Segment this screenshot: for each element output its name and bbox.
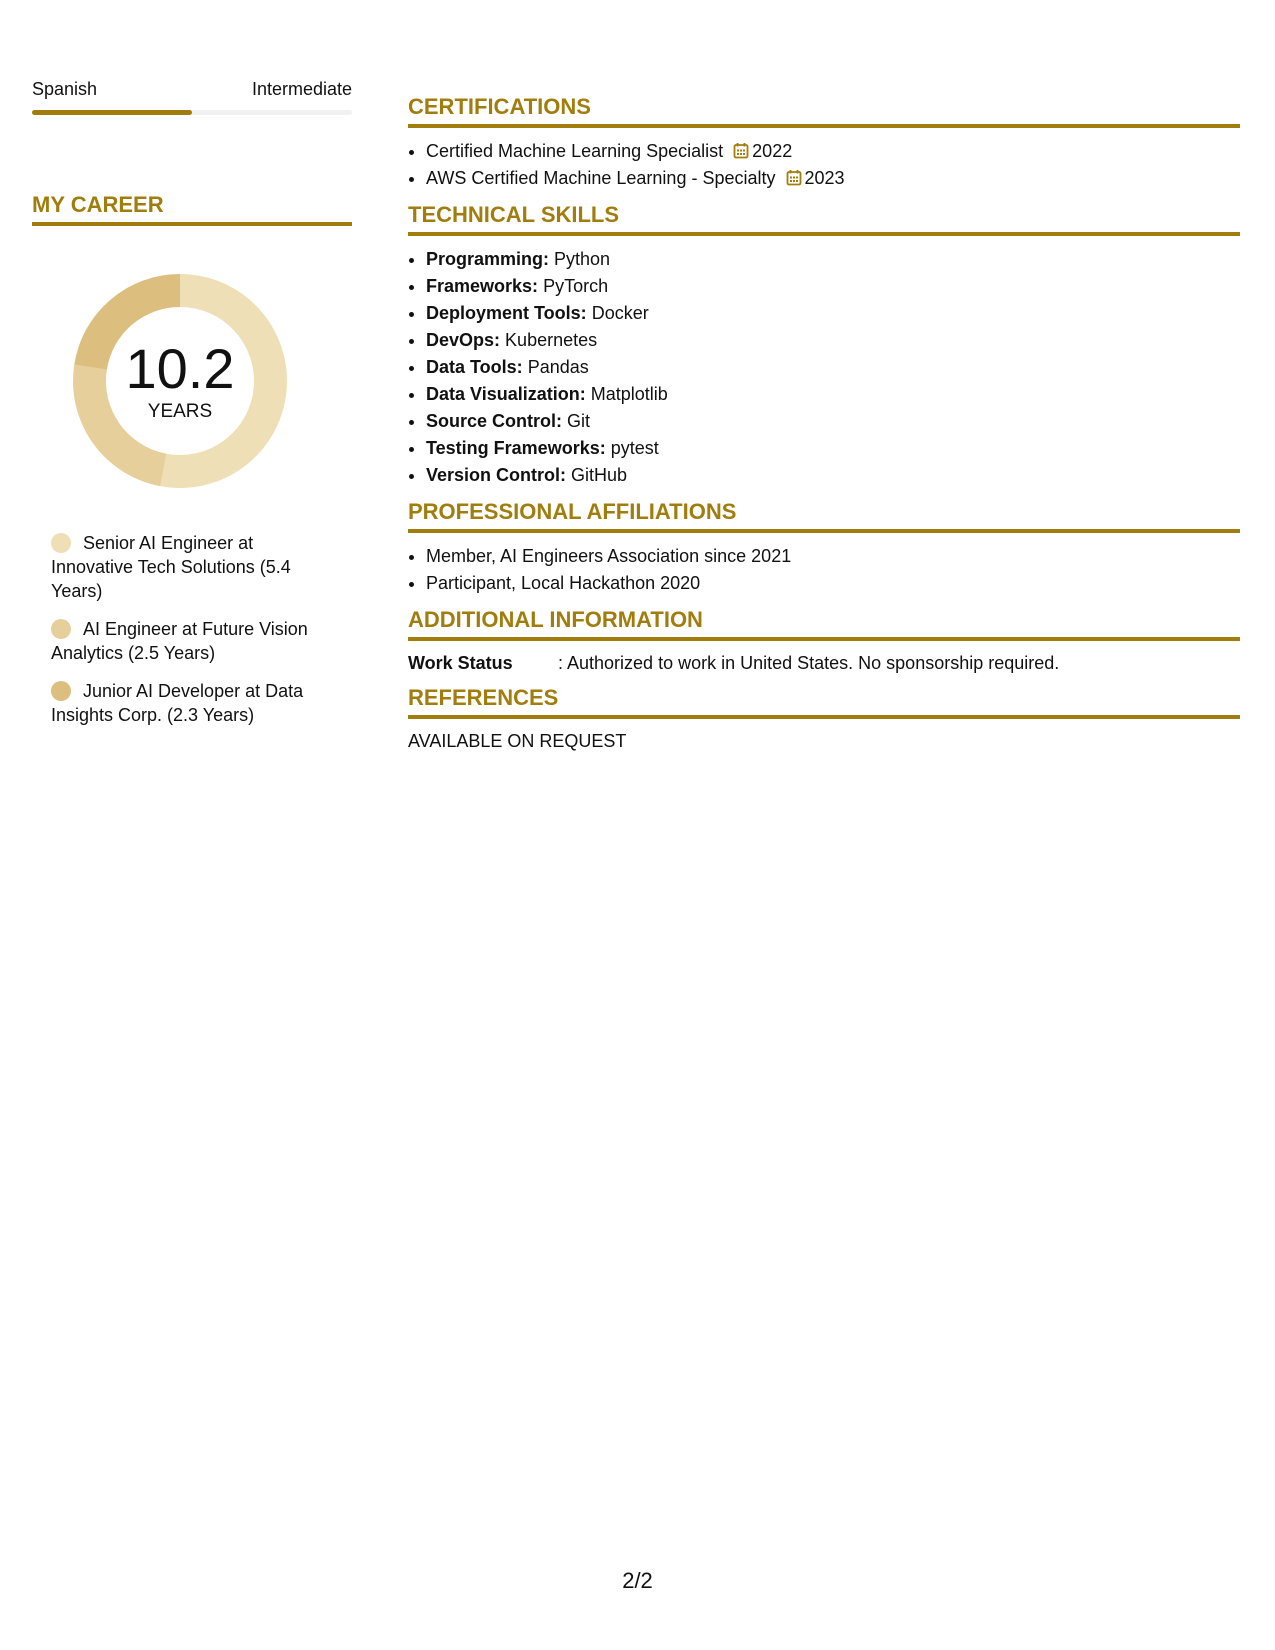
career-total-unit: YEARS <box>147 401 213 422</box>
technical-skills-section <box>408 202 1240 489</box>
legend-dot <box>51 681 71 701</box>
career-legend-item <box>51 679 321 727</box>
skill-value: Kubernetes <box>505 330 598 350</box>
certification-item <box>426 165 1240 192</box>
technical-skills-list <box>408 246 1240 489</box>
skill-item <box>426 246 1240 273</box>
work-status-row <box>408 651 1240 675</box>
legend-dot <box>51 533 71 553</box>
skill-value: Git <box>567 411 591 431</box>
career-total <box>66 339 294 423</box>
career-role-label: AI Engineer at Future Vision Analytics (2.5 Years) <box>51 619 308 663</box>
career-role-label: Senior AI Engineer at Innovative Tech Solutions (5.4 Years) <box>51 533 291 601</box>
language-level: Intermediate <box>251 79 352 99</box>
skill-value: Matplotlib <box>590 384 668 404</box>
language-proficiency-fill <box>32 110 192 115</box>
references-title: REFERENCES <box>408 685 1240 719</box>
skill-item <box>426 462 1240 489</box>
skill-item <box>426 273 1240 300</box>
work-status-label: Work Status <box>408 653 513 673</box>
skill-item <box>426 300 1240 327</box>
skill-item <box>426 327 1240 354</box>
skill-label: Frameworks: <box>426 276 539 296</box>
skill-value: GitHub <box>571 465 628 485</box>
career-section-title: MY CAREER <box>32 192 352 226</box>
career-total-value: 10.2 <box>125 337 235 400</box>
certification-name: AWS Certified Machine Learning - Specialty <box>426 168 776 188</box>
skill-item <box>426 381 1240 408</box>
career-legend-item <box>51 617 321 665</box>
skill-item <box>426 354 1240 381</box>
right-column <box>408 94 1240 763</box>
skill-label: Version Control: <box>426 465 567 485</box>
skill-value: PyTorch <box>543 276 609 296</box>
language-proficiency-bar <box>32 110 352 115</box>
skill-value: pytest <box>610 438 659 458</box>
calendar-icon <box>786 169 802 186</box>
career-legend <box>32 531 352 727</box>
references-section <box>408 685 1240 753</box>
certification-year: 2022 <box>752 141 793 161</box>
additional-info-section <box>408 607 1240 675</box>
skill-label: DevOps: <box>426 330 501 350</box>
affiliation-item: • Member, AI Engineers Association since 2021 <box>426 543 1240 570</box>
skill-label: Testing Frameworks: <box>426 438 606 458</box>
references-text: AVAILABLE ON REQUEST <box>408 731 627 751</box>
skill-value: Pandas <box>527 357 589 377</box>
language-row <box>32 78 352 100</box>
skill-label: Data Tools: <box>426 357 523 377</box>
language-name: Spanish <box>32 79 98 99</box>
career-donut-chart <box>66 267 294 495</box>
additional-info-title: ADDITIONAL INFORMATION <box>408 607 1240 641</box>
skill-label: Data Visualization: <box>426 384 586 404</box>
certifications-list <box>408 138 1240 192</box>
work-status-value: : Authorized to work in United States. No sponsorship required. <box>558 653 1060 673</box>
skill-label: Deployment Tools: <box>426 303 587 323</box>
affiliation-item: • Participant, Local Hackathon 2020 <box>426 570 1240 597</box>
career-role-label: Junior AI Developer at Data Insights Corp. (2.3 Years) <box>51 681 304 725</box>
calendar-icon <box>733 142 749 159</box>
affiliations-list <box>408 543 1240 597</box>
skill-item <box>426 408 1240 435</box>
skill-item <box>426 435 1240 462</box>
skill-label: Source Control: <box>426 411 563 431</box>
certifications-title: CERTIFICATIONS <box>408 94 1240 128</box>
certification-year: 2023 <box>804 168 845 188</box>
legend-dot <box>51 619 71 639</box>
certifications-section <box>408 94 1240 192</box>
certification-name: Certified Machine Learning Specialist <box>426 141 724 161</box>
skill-value: Docker <box>591 303 649 323</box>
skill-value: Python <box>554 249 611 269</box>
skill-label: Programming: <box>426 249 550 269</box>
affiliations-title: PROFESSIONAL AFFILIATIONS <box>408 499 1240 533</box>
technical-skills-title: TECHNICAL SKILLS <box>408 202 1240 236</box>
career-legend-item <box>51 531 321 603</box>
page-number: 2/2 <box>622 1568 653 1593</box>
left-column <box>32 78 352 741</box>
certification-item <box>426 138 1240 165</box>
affiliations-section <box>408 499 1240 597</box>
